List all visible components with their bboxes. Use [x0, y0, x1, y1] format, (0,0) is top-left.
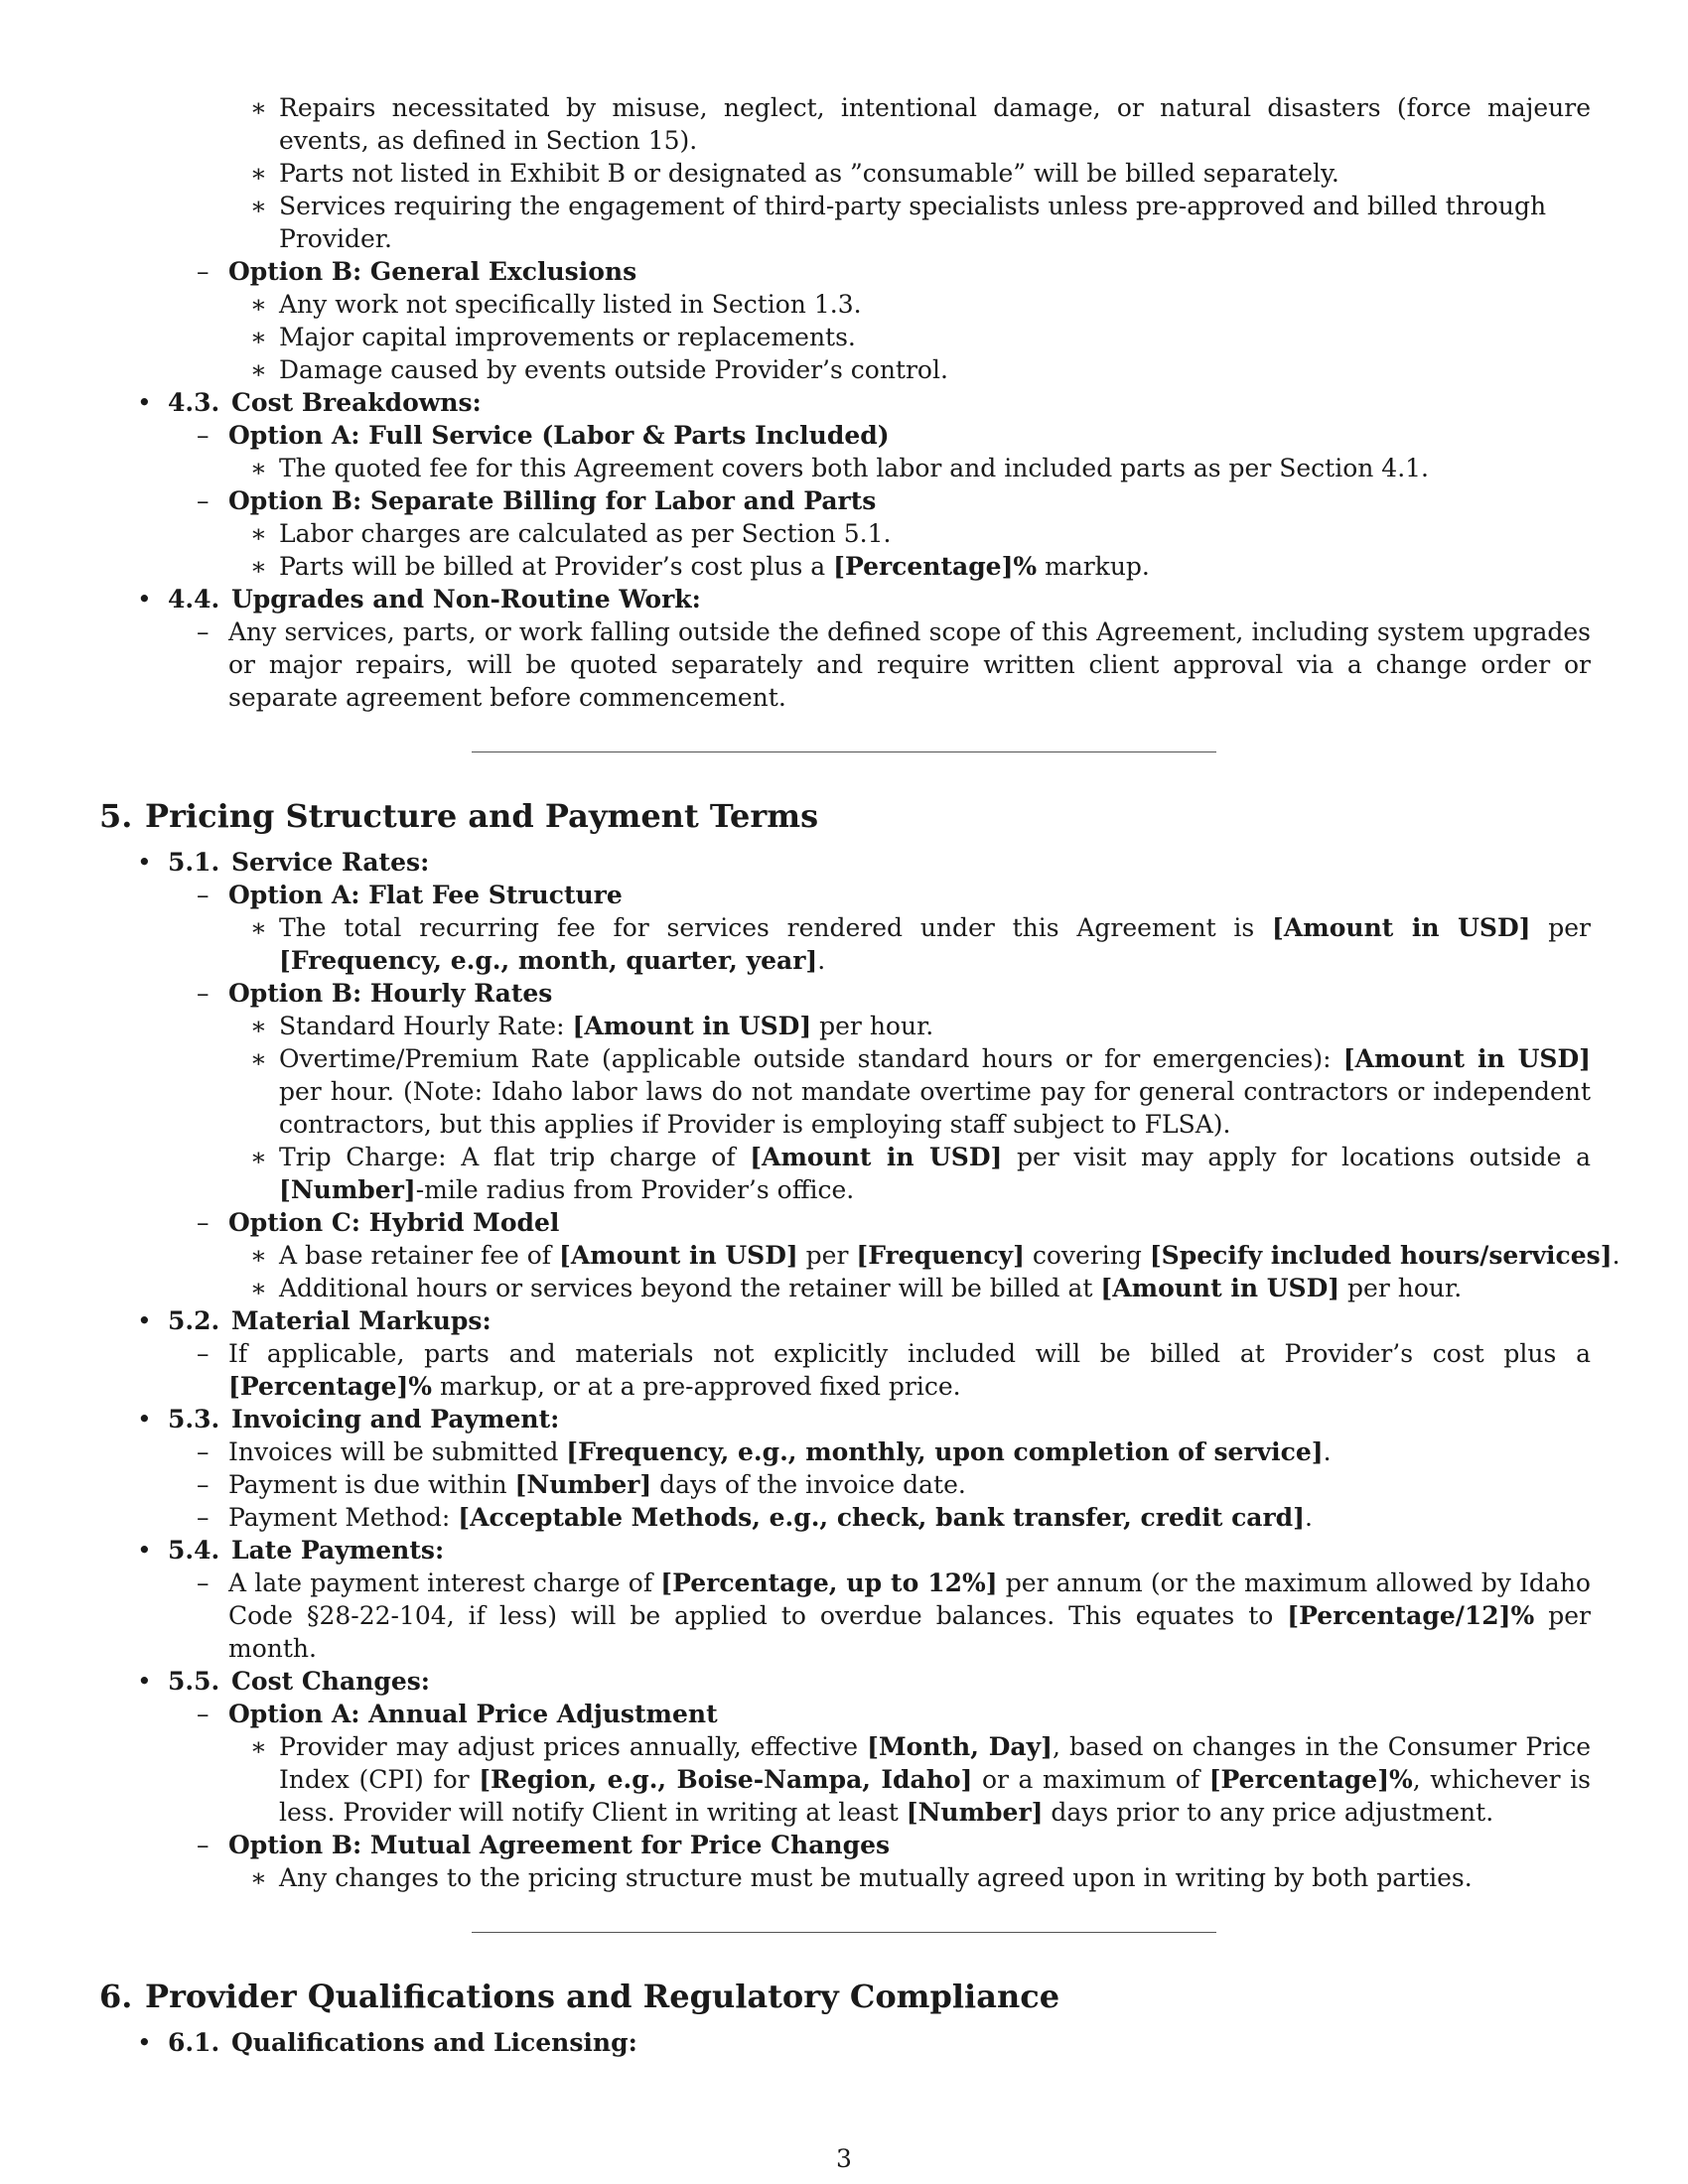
- bullet-icon: •: [137, 2028, 152, 2057]
- list-item: ∗ A base retainer fee of [Amount in USD] per [Frequency] covering [Specify included hours/services].: [250, 1241, 1620, 1270]
- star-bullet-icon: ∗: [250, 1241, 267, 1270]
- dash-bullet-icon: –: [197, 1831, 210, 1859]
- list-item: ∗ Overtime/Premium Rate (applicable outside standard hours or for emergencies): [Amount in USD] per hour. (Note: Idaho labor laws do not mandate overtime pay for general contractors or independent contractors, but this applies if Provider is employing staff subject to FLSA).: [250, 1044, 1591, 1139]
- dash-bullet-icon: –: [197, 421, 210, 450]
- section-heading: 6. Provider Qualifications and Regulatory Compliance: [99, 1978, 1060, 2015]
- star-bullet-icon: ∗: [250, 192, 267, 220]
- list-item: ∗ The quoted fee for this Agreement covers both labor and included parts as per Section 4.1.: [250, 454, 1429, 482]
- star-bullet-icon: ∗: [250, 1732, 267, 1761]
- dash-bullet-icon: –: [197, 257, 210, 286]
- star-bullet-icon: ∗: [250, 1044, 267, 1073]
- list-item: – Invoices will be submitted [Frequency, e.g., monthly, upon completion of service].: [197, 1437, 1332, 1466]
- bullet-icon: •: [137, 388, 152, 417]
- star-bullet-icon: ∗: [250, 913, 267, 942]
- dash-bullet-icon: –: [197, 1470, 210, 1499]
- subsection-heading: • 4.4. Upgrades and Non-Routine Work:: [137, 585, 701, 614]
- subsection-heading: • 5.1. Service Rates:: [137, 848, 430, 877]
- dash-bullet-icon: –: [197, 1437, 210, 1466]
- page-number: 3: [836, 2144, 852, 2173]
- star-bullet-icon: ∗: [250, 290, 267, 319]
- list-item: ∗ Any changes to the pricing structure must be mutually agreed upon in writing by both parties.: [250, 1863, 1473, 1892]
- list-item: ∗ The total recurring fee for services rendered under this Agreement is [Amount in USD] per [Frequency, e.g., month, quarter, year].: [250, 913, 1591, 975]
- list-item: – If applicable, parts and materials not explicitly included will be billed at Provider’s cost plus a [Percentage]% markup, or at a pre-approved fixed price.: [197, 1339, 1591, 1401]
- list-item: – Any services, parts, or work falling outside the defined scope of this Agreement, including system upgrades or major repairs, will be quoted separately and require written client approval via a change order or separate agreement before commencement.: [197, 617, 1591, 712]
- list-item: ∗ Major capital improvements or replacements.: [250, 323, 856, 351]
- bullet-icon: •: [137, 1536, 152, 1565]
- dash-bullet-icon: –: [197, 881, 210, 909]
- star-bullet-icon: ∗: [250, 454, 267, 482]
- option-heading: – Option B: Mutual Agreement for Price Changes: [197, 1831, 891, 1859]
- subsection-heading: • 5.4. Late Payments:: [137, 1536, 445, 1565]
- dash-bullet-icon: –: [197, 1208, 210, 1237]
- bullet-icon: •: [137, 1405, 152, 1433]
- document-page: [0, 91, 1688, 2059]
- option-heading: – Option B: Separate Billing for Labor and Parts: [197, 486, 877, 515]
- star-bullet-icon: ∗: [250, 355, 267, 384]
- star-bullet-icon: ∗: [250, 1012, 267, 1040]
- list-item: – A late payment interest charge of [Percentage, up to 12%] per annum (or the maximum allowed by Idaho Code §28-22-104, if less) will be applied to overdue balances. This equates to [Percentage/12]% per month.: [197, 1569, 1591, 1663]
- dash-bullet-icon: –: [197, 486, 210, 515]
- list-item: ∗ Labor charges are calculated as per Section 5.1.: [250, 519, 892, 548]
- star-bullet-icon: ∗: [250, 552, 267, 581]
- list-item: ∗ Any work not specifically listed in Section 1.3.: [250, 290, 862, 319]
- list-item: ∗ Parts will be billed at Provider’s cost plus a [Percentage]% markup.: [250, 552, 1150, 581]
- star-bullet-icon: ∗: [250, 1274, 267, 1302]
- list-item: ∗ Standard Hourly Rate: [Amount in USD] per hour.: [250, 1012, 934, 1040]
- option-heading: – Option C: Hybrid Model: [197, 1208, 560, 1237]
- list-item: ∗ Trip Charge: A flat trip charge of [Amount in USD] per visit may apply for locations outside a [Number]-mile radius from Provider’s office.: [250, 1143, 1591, 1204]
- list-item: ∗ Services requiring the engagement of third-party specialists unless pre-approved and billed through Provider.: [250, 192, 1547, 253]
- star-bullet-icon: ∗: [250, 1143, 267, 1171]
- option-heading: – Option A: Annual Price Adjustment: [197, 1700, 718, 1728]
- dash-bullet-icon: –: [197, 1700, 210, 1728]
- bullet-icon: •: [137, 1306, 152, 1335]
- dash-bullet-icon: –: [197, 617, 210, 646]
- list-item: ∗ Additional hours or services beyond the retainer will be billed at [Amount in USD] per hour.: [250, 1274, 1463, 1302]
- bullet-icon: •: [137, 1667, 152, 1696]
- dash-bullet-icon: –: [197, 1503, 210, 1532]
- star-bullet-icon: ∗: [250, 93, 267, 122]
- option-heading: – Option B: Hourly Rates: [197, 979, 553, 1008]
- dash-bullet-icon: –: [197, 979, 210, 1008]
- star-bullet-icon: ∗: [250, 323, 267, 351]
- bullet-icon: •: [137, 585, 152, 614]
- subsection-heading: • 5.5. Cost Changes:: [137, 1667, 431, 1696]
- subsection-heading: • 5.2. Material Markups:: [137, 1306, 492, 1335]
- star-bullet-icon: ∗: [250, 159, 267, 188]
- option-heading: – Option A: Flat Fee Structure: [197, 881, 623, 909]
- list-item: ∗ Provider may adjust prices annually, effective [Month, Day], based on changes in the Consumer Price Index (CPI) for [Region, e.g., Boise-Nampa, Idaho] or a maximum of [Percentage]%, whichever is less. Provider will notify Client in writing at least [Number] days prior to any price adjustment.: [250, 1732, 1591, 1827]
- star-bullet-icon: ∗: [250, 519, 267, 548]
- option-heading: – Option A: Full Service (Labor & Parts Included): [197, 421, 890, 450]
- option-heading: – Option B: General Exclusions: [197, 257, 637, 286]
- subsection-heading: • 4.3. Cost Breakdowns:: [137, 388, 482, 417]
- bullet-icon: •: [137, 848, 152, 877]
- section-heading: 5. Pricing Structure and Payment Terms: [99, 797, 819, 835]
- dash-bullet-icon: –: [197, 1569, 210, 1597]
- list-item: – Payment Method: [Acceptable Methods, e.g., check, bank transfer, credit card].: [197, 1503, 1313, 1532]
- star-bullet-icon: ∗: [250, 1863, 267, 1892]
- list-item: ∗ Parts not listed in Exhibit B or designated as ”consumable” will be billed separately.: [250, 159, 1339, 188]
- list-item: – Payment is due within [Number] days of the invoice date.: [197, 1470, 966, 1499]
- dash-bullet-icon: –: [197, 1339, 210, 1368]
- subsection-heading: • 6.1. Qualifications and Licensing:: [137, 2028, 637, 2057]
- subsection-heading: • 5.3. Invoicing and Payment:: [137, 1405, 560, 1433]
- list-item: ∗ Damage caused by events outside Provider’s control.: [250, 355, 948, 384]
- list-item: ∗ Repairs necessitated by misuse, neglect, intentional damage, or natural disasters (force majeure events, as defined in Section 15).: [250, 93, 1591, 155]
